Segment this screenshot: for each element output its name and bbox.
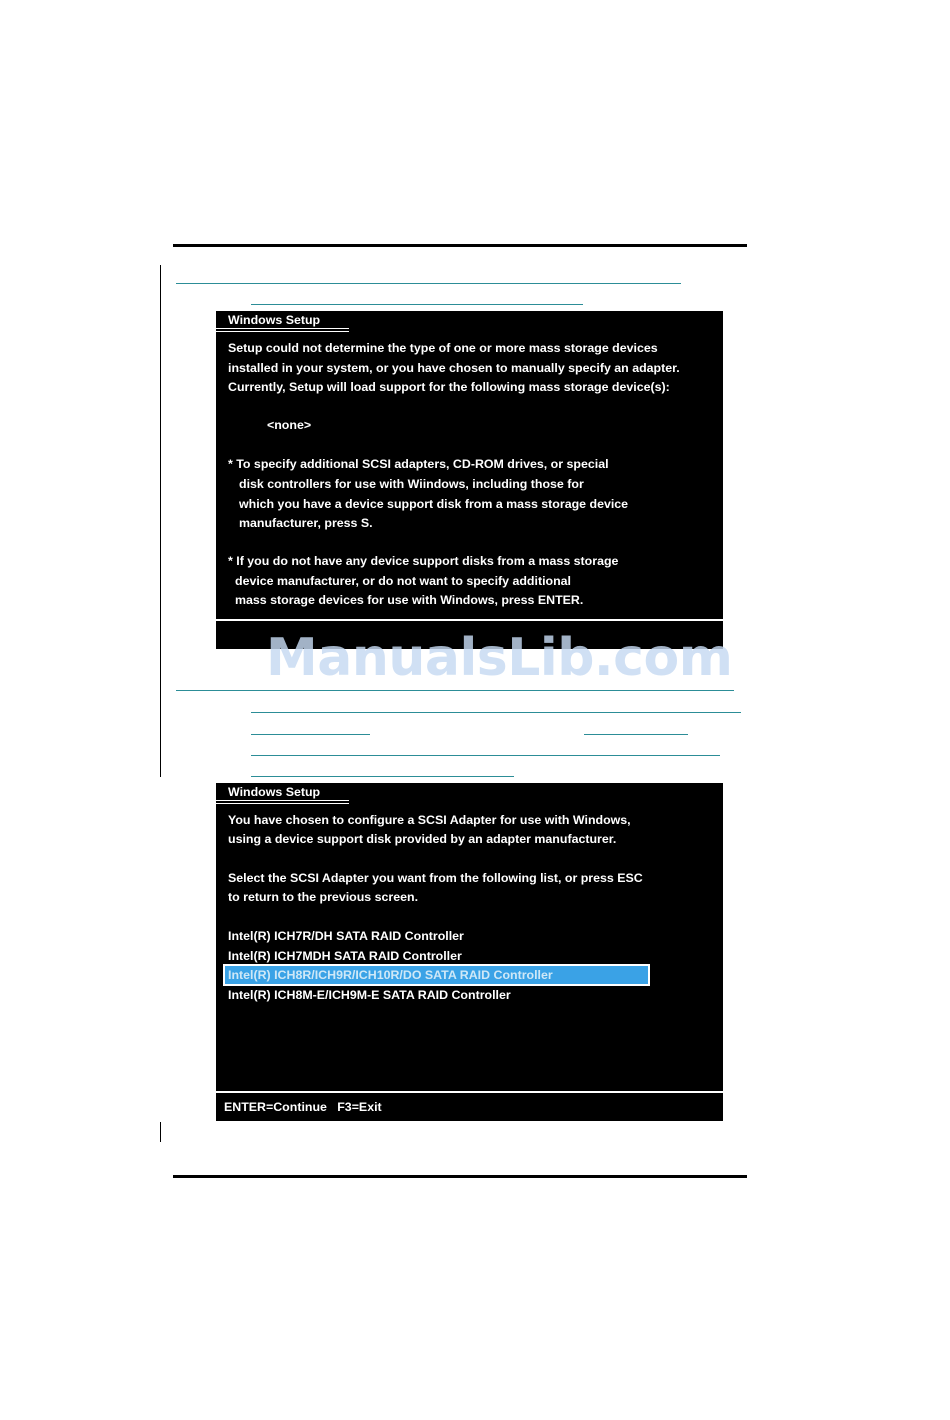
section-underline bbox=[176, 690, 734, 691]
instruction-line: Select the SCSI Adapter you want from the following list, or press ESC bbox=[228, 871, 643, 885]
intro-line: using a device support disk provided by an adapter manufacturer. bbox=[228, 832, 617, 846]
text-underline bbox=[584, 734, 688, 735]
driver-list-item-selected[interactable]: Intel(R) ICH8R/ICH9R/ICH10R/DO SATA RAID Controller bbox=[225, 966, 648, 984]
status-divider bbox=[216, 619, 723, 621]
option-enter-line: * If you do not have any device support disks from a mass storage bbox=[228, 554, 619, 568]
bottom-rule bbox=[173, 1175, 747, 1178]
title-underline bbox=[216, 331, 349, 332]
window-title: Windows Setup bbox=[228, 785, 321, 799]
margin-bar-upper bbox=[160, 265, 161, 777]
option-s-line: disk controllers for use with Wiindows, including those for bbox=[239, 477, 584, 491]
intro-line: You have chosen to configure a SCSI Adapter for use with Windows, bbox=[228, 813, 631, 827]
status-bar-text: ENTER=Continue F3=Exit bbox=[224, 1100, 382, 1114]
title-underline bbox=[216, 803, 349, 804]
option-s-line: * To specify additional SCSI adapters, CD-ROM drives, or special bbox=[228, 457, 609, 471]
intro-line: installed in your system, or you have chosen to manually specify an adapter. bbox=[228, 361, 680, 375]
text-underline bbox=[251, 734, 370, 735]
option-enter-line: device manufacturer, or do not want to specify additional bbox=[235, 574, 571, 588]
title-underline bbox=[216, 800, 349, 801]
title-underline bbox=[216, 328, 349, 329]
heading-underline bbox=[176, 283, 681, 284]
intro-line: Currently, Setup will load support for the following mass storage device(s): bbox=[228, 380, 670, 394]
driver-list-item[interactable]: Intel(R) ICH8M-E/ICH9M-E SATA RAID Controller bbox=[228, 988, 511, 1002]
text-underline bbox=[251, 712, 741, 713]
manualslib-watermark: ManualsLib.com bbox=[266, 628, 733, 688]
status-bar bbox=[216, 1093, 723, 1121]
driver-list-item[interactable]: Intel(R) ICH7MDH SATA RAID Controller bbox=[228, 949, 462, 963]
driver-list-item[interactable]: Intel(R) ICH7R/DH SATA RAID Controller bbox=[228, 929, 464, 943]
text-underline bbox=[251, 304, 583, 305]
option-s-line: which you have a device support disk from a mass storage device bbox=[239, 497, 629, 511]
top-rule bbox=[173, 244, 747, 247]
windows-setup-screen-adapter bbox=[216, 783, 723, 1121]
intro-line: Setup could not determine the type of one or more mass storage devices bbox=[228, 341, 658, 355]
instruction-line: to return to the previous screen. bbox=[228, 890, 419, 904]
text-underline bbox=[251, 755, 720, 756]
windows-setup-screen-storage bbox=[216, 311, 723, 649]
window-title: Windows Setup bbox=[228, 313, 321, 327]
option-enter-line: mass storage devices for use with Windows, press ENTER. bbox=[235, 593, 584, 607]
text-underline bbox=[251, 776, 514, 777]
option-s-line: manufacturer, press S. bbox=[239, 516, 373, 530]
margin-bar-lower bbox=[160, 1122, 161, 1142]
device-placeholder: <none> bbox=[267, 418, 312, 432]
